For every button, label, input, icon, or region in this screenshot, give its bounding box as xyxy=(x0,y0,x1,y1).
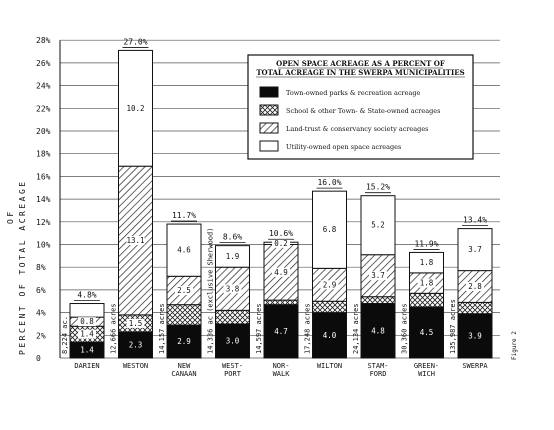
y-tick-label: 20% xyxy=(36,127,51,136)
legend-swatch-cross xyxy=(260,105,278,115)
total-percent-label: 16.0% xyxy=(317,178,342,188)
bar-segment-cross xyxy=(216,310,250,324)
x-category-label: DARIEN xyxy=(74,362,100,370)
value-label: 4.9 xyxy=(274,267,288,277)
legend-swatch-open xyxy=(260,141,278,151)
y-tick-label: 10% xyxy=(36,240,51,250)
y-tick-label: 2% xyxy=(36,331,46,341)
value-label: 2.5 xyxy=(177,285,191,295)
x-category-label: WALK xyxy=(272,370,290,378)
y-tick-label: 16% xyxy=(36,172,51,182)
x-category-label: WILTON xyxy=(316,362,343,370)
bar-segment-cross xyxy=(264,300,298,305)
value-label: 4.7 xyxy=(274,326,288,336)
legend xyxy=(248,55,473,159)
bar-segment-open xyxy=(70,304,104,318)
acreage-label: 24,134 acres xyxy=(352,303,360,354)
legend-swatch-solid xyxy=(260,87,278,97)
x-category-label: NOR- xyxy=(272,362,290,370)
total-percent-label: 8.6% xyxy=(222,232,243,242)
x-category-label: SWERPA xyxy=(462,362,488,370)
y-tick-label: 18% xyxy=(36,149,51,159)
acreage-label: 14,597 acres xyxy=(255,303,263,354)
legend-swatch-hatch xyxy=(260,123,278,133)
value-label: 3.7 xyxy=(468,245,482,255)
bar-segment-cross xyxy=(410,293,444,307)
value-label: 0.2 xyxy=(274,238,288,248)
y-tick-label: 6% xyxy=(36,285,46,295)
y-axis-title: PERCENT OF TOTAL ACREAGE xyxy=(18,179,27,355)
acreage-label: 30,360 acres xyxy=(400,303,409,354)
value-label: 4.5 xyxy=(419,327,434,337)
x-category-label: WEST- xyxy=(221,362,244,370)
acreage-label: 17,248 acres xyxy=(303,303,312,354)
value-label: 4.0 xyxy=(322,330,337,340)
total-percent-label: 11.7% xyxy=(171,211,197,221)
x-category-label: PORT xyxy=(224,370,241,378)
bar-segment-cross xyxy=(167,305,201,325)
x-category-label: NEW xyxy=(177,362,191,370)
chart-title: TOTAL ACREAGE IN THE SWERPA MUNICIPALITIES xyxy=(256,68,465,77)
value-label: 3.8 xyxy=(225,284,240,294)
value-label: 1.4 xyxy=(80,329,94,339)
value-label: 4.8 xyxy=(371,326,385,336)
bar-segment-cross xyxy=(458,302,492,313)
y-tick-label: 8% xyxy=(36,263,46,273)
figure-note: Figure 2 xyxy=(511,331,518,360)
y-tick-label: 0 xyxy=(36,354,41,363)
total-percent-label: 10.6% xyxy=(268,229,294,239)
legend-entry: School & other Town- & State-owned acreages xyxy=(286,107,441,115)
value-label: 10.2 xyxy=(126,103,145,113)
value-label: 1.8 xyxy=(419,258,434,268)
y-tick-label: 22% xyxy=(36,104,51,114)
x-category-label: WESTON xyxy=(122,362,149,370)
acreage-label: 14,336 ac (exclusive Sherwood) xyxy=(206,227,215,354)
y-tick-label: 14% xyxy=(36,195,51,205)
total-percent-label: 27.0% xyxy=(123,37,148,47)
value-label: 4.6 xyxy=(177,245,191,255)
y-tick-label: 4% xyxy=(36,308,46,318)
total-percent-label: 13.4% xyxy=(462,215,488,225)
total-percent-label: 11.9% xyxy=(414,239,439,249)
value-label: 0.8 xyxy=(80,317,94,327)
bar-segment-cross xyxy=(361,297,395,304)
value-label: 6.8 xyxy=(322,225,337,235)
x-category-label: STAM- xyxy=(367,362,389,370)
y-tick-label: 12% xyxy=(36,217,51,227)
value-label: 2.8 xyxy=(468,281,482,291)
value-label: 1.4 xyxy=(80,345,94,355)
legend-entry: Town-owned parks & recreation acreage xyxy=(286,89,421,97)
value-label: 5.2 xyxy=(371,220,385,230)
total-percent-label: 15.2% xyxy=(365,182,391,192)
x-category-label: CANAAN xyxy=(171,370,197,378)
acreage-label: 8,224 ac. xyxy=(61,316,69,354)
value-label: 13.1 xyxy=(126,236,145,246)
value-label: 1.5 xyxy=(128,318,143,328)
x-category-label: FORD xyxy=(369,370,387,378)
total-percent-label: 4.8% xyxy=(77,290,97,300)
acreage-label: 12,666 acres xyxy=(109,303,118,354)
x-category-label: WICH xyxy=(418,370,435,378)
y-tick-label: 24% xyxy=(36,81,51,91)
y-axis-title-prefix: OF xyxy=(6,209,15,224)
bar-segment-cross xyxy=(313,301,347,312)
value-label: 3.0 xyxy=(225,336,240,346)
legend-entry: Utility-owned open space acreages xyxy=(286,143,402,151)
y-tick-label: 26% xyxy=(36,58,51,68)
value-label: 1.9 xyxy=(225,251,240,261)
acreage-label: 135,987 acres xyxy=(449,299,457,354)
y-tick-label: 28% xyxy=(36,36,51,46)
chart-title: OPEN SPACE ACREAGE AS A PERCENT OF xyxy=(276,59,445,68)
value-label: 3.9 xyxy=(468,331,482,341)
value-label: 2.9 xyxy=(322,280,337,290)
value-label: 2.9 xyxy=(177,337,191,347)
acreage-label: 14,157 acres xyxy=(158,303,166,354)
x-category-label: GREEN- xyxy=(413,362,440,370)
value-label: 1.8 xyxy=(419,278,434,288)
legend-entry: Land-trust & conservancy society acreages xyxy=(286,125,429,133)
value-label: 3.7 xyxy=(371,271,385,281)
value-label: 2.3 xyxy=(128,340,143,350)
